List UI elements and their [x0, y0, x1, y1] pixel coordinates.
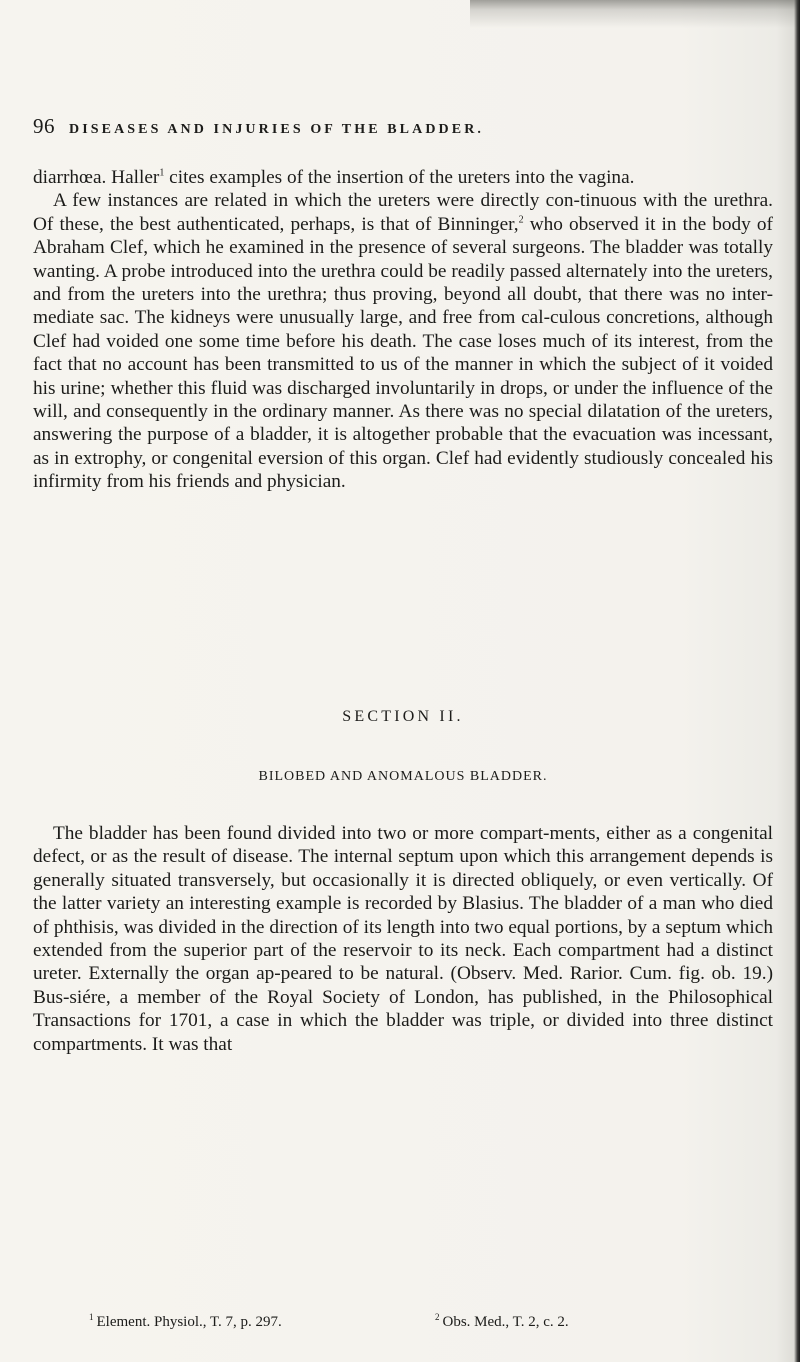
page-number: 96 — [33, 114, 55, 138]
footnote-mark: 2 — [435, 1312, 440, 1322]
paragraph-text: diarrhœa. Haller — [33, 167, 160, 188]
paragraph: The bladder has been found divided into two or more compart-ments, either as a congenital defect, or as the result of disease. The internal septum upon which this arrangement depends is generally situated transversely, but occasionally it is directed obliquely, or even vertically. Of the latter variety an interesting example is recorded by Blasius. The bladder of a man who died of phthisis, was divided in the direction of its length into two equal portions, by a septum which extended from the superior part of the reservoir to its neck. Each compartment had a distinct ureter. Externally the organ ap-peared to be natural. (Observ. Med. Rarior. Cum. fig. ob. 19.) Bus-siére, a member of the Royal Society of London, has published, in the Philosophical Transactions for 1701, a case in which the bladder was triple, or divided into three distinct compartments. It was that — [33, 823, 773, 1055]
body-text-after-section — [33, 822, 773, 1056]
footnote-reference: 1 — [159, 167, 165, 179]
paragraph-text: who observed it in the body of Abraham Clef, which he examined in the presence of several surgeons. The bladder was totally wanting. A probe introduced into the urethra could be readily passed alternately into the ureters, and from the ureters into the urethra; thus proving, beyond all doubt, that there was no inter-mediate sac. The kidneys were unusually large, and free from cal-culous concretions, although Clef had voided one some time before his death. The case loses much of its interest, from the fact that no account has been transmitted to us of the manner in which the subject of it voided his urine; whether this fluid was discharged involuntarily in drops, or under the influence of the will, and consequently in the ordinary manner. As there was no special dilatation of the ureters, answering the purpose of a bladder, it is altogether probable that the evacuation was incessant, as in extrophy, or congenital eversion of this organ. Clef had evidently studiously concealed his infirmity from his friends and physician. — [33, 213, 773, 493]
footnote-text: Obs. Med., T. 2, c. 2. — [442, 1314, 569, 1330]
footnote — [435, 1312, 569, 1331]
page-edge — [794, 0, 800, 1362]
paragraph-text: A few instances are related in which the ureters were directly con-tinuous with the urethra. Of these, the best authenticated, perhaps, is that of Binninger, — [33, 190, 773, 235]
footnote-reference: 2 — [518, 214, 524, 226]
body-text-before-section — [33, 166, 773, 494]
section-heading: SECTION II. — [342, 708, 464, 725]
footnote-mark: 1 — [89, 1312, 94, 1322]
footnote-text: Element. Physiol., T. 7, p. 297. — [96, 1314, 282, 1330]
paragraph — [33, 189, 773, 493]
subsection-heading: BILOBED AND ANOMALOUS BLADDER. — [258, 769, 548, 784]
paragraph — [33, 166, 773, 189]
footnote — [89, 1312, 282, 1331]
scan-shadow — [470, 0, 800, 28]
running-head — [33, 114, 773, 142]
running-title: DISEASES AND INJURIES OF THE BLADDER. — [69, 122, 485, 137]
paragraph-text: cites examples of the insertion of the ureters into the vagina. — [164, 167, 635, 188]
